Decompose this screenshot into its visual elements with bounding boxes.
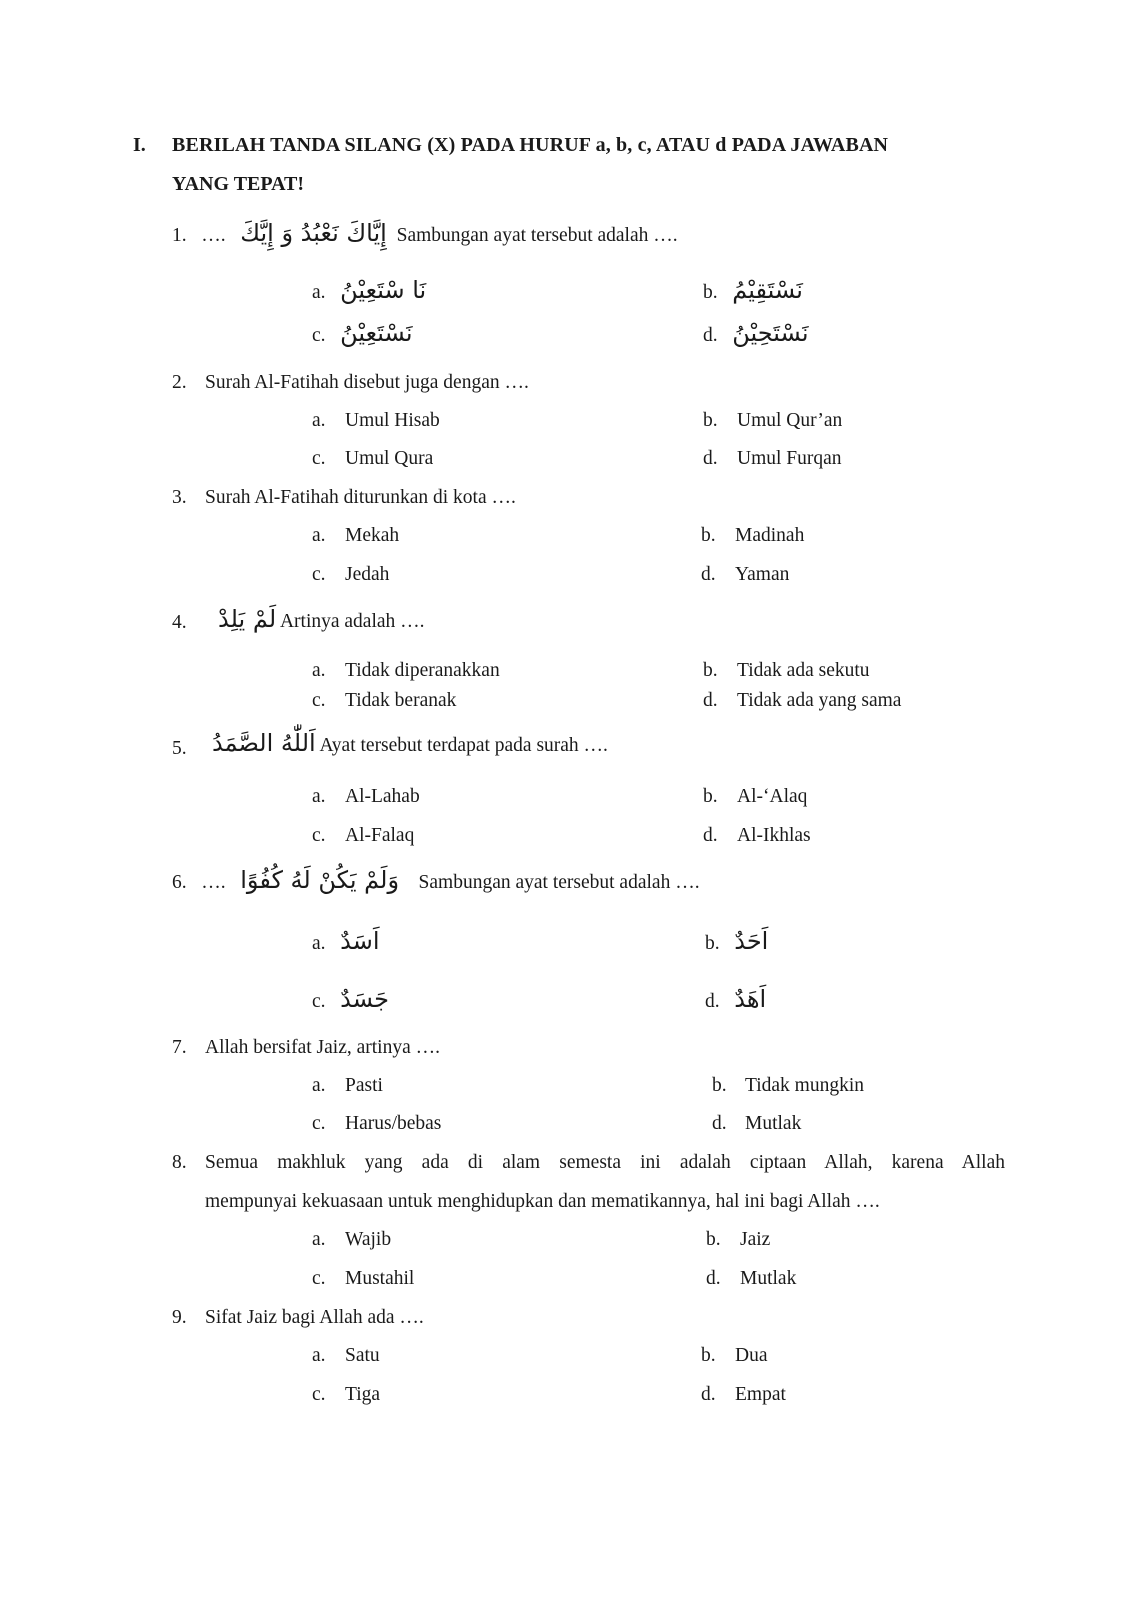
- arabic-verse: وَلَمْ يَكُنْ لَهُ كُفُوًا: [240, 866, 400, 894]
- question-text: Allah bersifat Jaiz, artinya ….: [205, 1037, 440, 1058]
- option-a-text: Umul Hisab: [345, 410, 440, 431]
- option-b-letter[interactable]: b.: [703, 410, 718, 431]
- option-c-letter[interactable]: c.: [312, 564, 326, 585]
- option-a-letter[interactable]: a.: [312, 525, 326, 546]
- option-text: نَا سْتَعِيْنُ: [340, 276, 427, 304]
- option-c-text: Al-Falaq: [345, 825, 415, 846]
- option-c-text: Tidak beranak: [345, 690, 457, 711]
- option-a-text: Pasti: [345, 1075, 383, 1096]
- option-text: جَسَدٌ: [340, 985, 389, 1013]
- option-c[interactable]: [312, 987, 389, 1014]
- ellipsis: ….: [201, 872, 226, 893]
- option-a-text: Satu: [345, 1345, 380, 1366]
- option-b-text: Tidak mungkin: [745, 1075, 865, 1096]
- option-b-text: Tidak ada sekutu: [737, 660, 870, 681]
- option-text: اَهَدٌ: [734, 985, 767, 1013]
- option-text: نَسْتَعِيْنُ: [340, 319, 413, 347]
- question-5-stem: [212, 731, 608, 758]
- question-number: 2.: [172, 372, 187, 393]
- option-b-text: Al-‘Alaq: [737, 786, 808, 807]
- option-letter: a.: [312, 282, 326, 303]
- option-text: نَسْتَحِيْنُ: [732, 319, 809, 347]
- option-c-letter[interactable]: c.: [312, 825, 326, 846]
- option-a[interactable]: [312, 278, 426, 305]
- option-letter: a.: [312, 933, 326, 954]
- option-b-text: Dua: [735, 1345, 768, 1366]
- option-b-text: Madinah: [735, 525, 805, 546]
- question-text: Artinya adalah ….: [279, 611, 425, 632]
- option-d-letter[interactable]: d.: [701, 564, 716, 585]
- option-text: اَحَدٌ: [734, 927, 769, 955]
- question-4-stem: [218, 607, 425, 634]
- option-d[interactable]: [703, 321, 809, 348]
- question-number: 8.: [172, 1152, 187, 1173]
- option-a-text: Mekah: [345, 525, 400, 546]
- question-number: 4.: [172, 612, 187, 633]
- option-a-letter[interactable]: a.: [312, 1345, 326, 1366]
- option-a-letter[interactable]: a.: [312, 1075, 326, 1096]
- option-b-text: Umul Qur’an: [737, 410, 843, 431]
- option-letter: c.: [312, 325, 326, 346]
- option-a[interactable]: [312, 929, 380, 956]
- option-b-letter[interactable]: b.: [701, 1345, 716, 1366]
- option-c-text: Mustahil: [345, 1268, 415, 1289]
- question-1: [172, 221, 678, 248]
- option-c-letter[interactable]: c.: [312, 1268, 326, 1289]
- instruction-line-2: YANG TEPAT!: [172, 173, 305, 195]
- option-d-text: Al-Ikhlas: [737, 825, 811, 846]
- option-c[interactable]: [312, 321, 413, 348]
- ellipsis: ….: [201, 225, 226, 246]
- option-c-letter[interactable]: c.: [312, 690, 326, 711]
- option-d-text: Tidak ada yang sama: [737, 690, 902, 711]
- option-c-letter[interactable]: c.: [312, 1113, 326, 1134]
- option-c-text: Harus/bebas: [345, 1113, 442, 1134]
- arabic-verse: إِيَّاكَ نَعْبُدُ وَ إِيَّكَ: [240, 219, 387, 247]
- option-d-text: Umul Furqan: [737, 448, 842, 469]
- option-b-letter[interactable]: b.: [712, 1075, 727, 1096]
- question-text-line-1: Semua makhluk yang ada di alam semesta ini adalah ciptaan Allah, karena Allah: [205, 1152, 1005, 1173]
- option-a-letter[interactable]: a.: [312, 786, 326, 807]
- option-text: اَسَدٌ: [340, 927, 380, 955]
- option-d-letter[interactable]: d.: [712, 1113, 727, 1134]
- question-text: Sifat Jaiz bagi Allah ada ….: [205, 1307, 424, 1328]
- option-b-text: Jaiz: [740, 1229, 771, 1250]
- option-b-letter[interactable]: b.: [706, 1229, 721, 1250]
- question-number: 9.: [172, 1307, 187, 1328]
- option-letter: c.: [312, 991, 326, 1012]
- option-d-text: Mutlak: [740, 1268, 797, 1289]
- option-c-text: Jedah: [345, 564, 390, 585]
- option-d-letter[interactable]: d.: [706, 1268, 721, 1289]
- question-text: Sambungan ayat tersebut adalah ….: [418, 872, 700, 893]
- option-b-letter[interactable]: b.: [703, 660, 718, 681]
- option-c-text: Umul Qura: [345, 448, 434, 469]
- question-number: 7.: [172, 1037, 187, 1058]
- option-c-letter[interactable]: c.: [312, 448, 326, 469]
- option-d-letter[interactable]: d.: [703, 690, 718, 711]
- option-a-text: Wajib: [345, 1229, 392, 1250]
- option-d[interactable]: [705, 987, 766, 1014]
- option-d-letter[interactable]: d.: [703, 825, 718, 846]
- option-b-letter[interactable]: b.: [701, 525, 716, 546]
- option-a-text: Tidak diperanakkan: [345, 660, 500, 681]
- question-text: Surah Al-Fatihah diturunkan di kota ….: [205, 487, 516, 508]
- option-text: نَسْتَقِيْمُ: [732, 276, 803, 304]
- option-b-letter[interactable]: b.: [703, 786, 718, 807]
- question-number: 6.: [172, 872, 187, 893]
- option-letter: d.: [705, 991, 720, 1012]
- question-6: [172, 868, 700, 895]
- option-d-text: Yaman: [735, 564, 790, 585]
- option-b[interactable]: [705, 929, 768, 956]
- option-b[interactable]: [703, 278, 803, 305]
- arabic-verse: اَللّٰهُ الصَّمَدُ: [212, 729, 316, 757]
- option-a-letter[interactable]: a.: [312, 660, 326, 681]
- question-text-line-2: mempunyai kekuasaan untuk menghidupkan dan mematikannya, hal ini bagi Allah ….: [205, 1191, 880, 1212]
- option-a-letter[interactable]: a.: [312, 1229, 326, 1250]
- instruction-line-1: BERILAH TANDA SILANG (X) PADA HURUF a, b, c, ATAU d PADA JAWABAN: [172, 134, 889, 156]
- option-d-text: Empat: [735, 1384, 786, 1405]
- option-letter: d.: [703, 325, 718, 346]
- question-number: 3.: [172, 487, 187, 508]
- option-c-text: Tiga: [345, 1384, 381, 1405]
- option-letter: b.: [703, 282, 718, 303]
- question-number: 5.: [172, 738, 187, 759]
- option-a-letter[interactable]: a.: [312, 410, 326, 431]
- option-d-text: Mutlak: [745, 1113, 802, 1134]
- arabic-verse: لَمْ يَلِدْ: [218, 605, 277, 633]
- question-text: Surah Al-Fatihah disebut juga dengan ….: [205, 372, 529, 393]
- question-text: Sambungan ayat tersebut adalah ….: [396, 225, 678, 246]
- section-number: I.: [133, 134, 146, 156]
- option-d-letter[interactable]: d.: [701, 1384, 716, 1405]
- question-number: 1.: [172, 225, 187, 246]
- question-text: Ayat tersebut terdapat pada surah ….: [319, 735, 608, 756]
- option-a-text: Al-Lahab: [345, 786, 420, 807]
- option-d-letter[interactable]: d.: [703, 448, 718, 469]
- option-letter: b.: [705, 933, 720, 954]
- option-c-letter[interactable]: c.: [312, 1384, 326, 1405]
